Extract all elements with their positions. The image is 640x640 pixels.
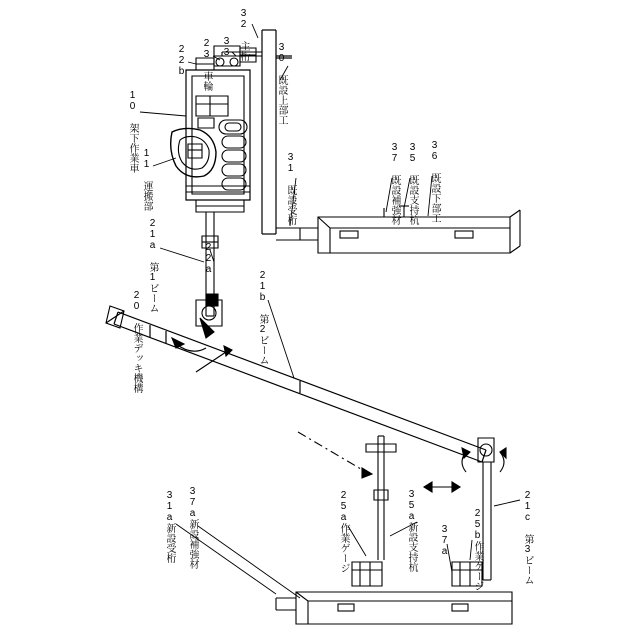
new-support-pile-35a (366, 436, 396, 560)
existing-substructure-36 (318, 210, 520, 253)
existing-receiving-girder-31 (276, 228, 318, 240)
label-10-work-vehicle: 10 架下作業車 (127, 90, 138, 173)
label-25a-work-gauge: 25a作業ゲージ (338, 490, 349, 573)
label-31a-new-girder: 31a新設受桁 (164, 490, 175, 563)
label-21c-third-beam: 21c 第3ビーム (522, 490, 533, 585)
new-substructure-beam (296, 592, 512, 624)
translation-arrow (424, 482, 460, 492)
label-32-main-girder: 32 主桁 (238, 8, 249, 61)
label-31-existing-girder: 31 既設受桁 (285, 152, 296, 225)
label-37-existing-reinforce: 37 既設補強材 (389, 142, 400, 225)
label-11-carriage: 11 運搬部 (141, 148, 152, 211)
label-35a-new-pile: 35a新設支持杭 (406, 489, 417, 572)
label-23-wheel: 23 車輪 (201, 38, 212, 91)
pile-guide-line (298, 432, 366, 472)
rotation-arrow (172, 338, 206, 351)
label-33: 33 (221, 36, 232, 58)
label-22a: 22a (203, 242, 214, 275)
label-37a-new-reinforce: 37a新設補強材 (187, 486, 198, 569)
label-35-existing-pile: 35 既設支持杭 (407, 142, 418, 225)
pile-guide-arrow (362, 468, 372, 478)
label-25b-work-gauge: 25b作業ゲージ (472, 508, 483, 591)
third-beam-21c (462, 438, 506, 580)
label-36-existing-lower: 36 既設下部工 (429, 140, 440, 223)
new-receiving-girder-31a (276, 598, 296, 610)
label-21b-second-beam: 21b 第2ビーム (257, 270, 268, 365)
label-20-work-deck-mechanism: 20 作業デッキ機構 (131, 290, 142, 393)
label-30-existing-upper: 30 既設上部工 (276, 42, 287, 125)
label-37a: 37a (439, 524, 450, 557)
second-beam-21b (114, 312, 486, 462)
label-21a-first-beam: 21a 第1ビーム (147, 218, 158, 313)
label-22b: 22b (176, 44, 187, 77)
new-work-gauge-25a (352, 562, 382, 586)
